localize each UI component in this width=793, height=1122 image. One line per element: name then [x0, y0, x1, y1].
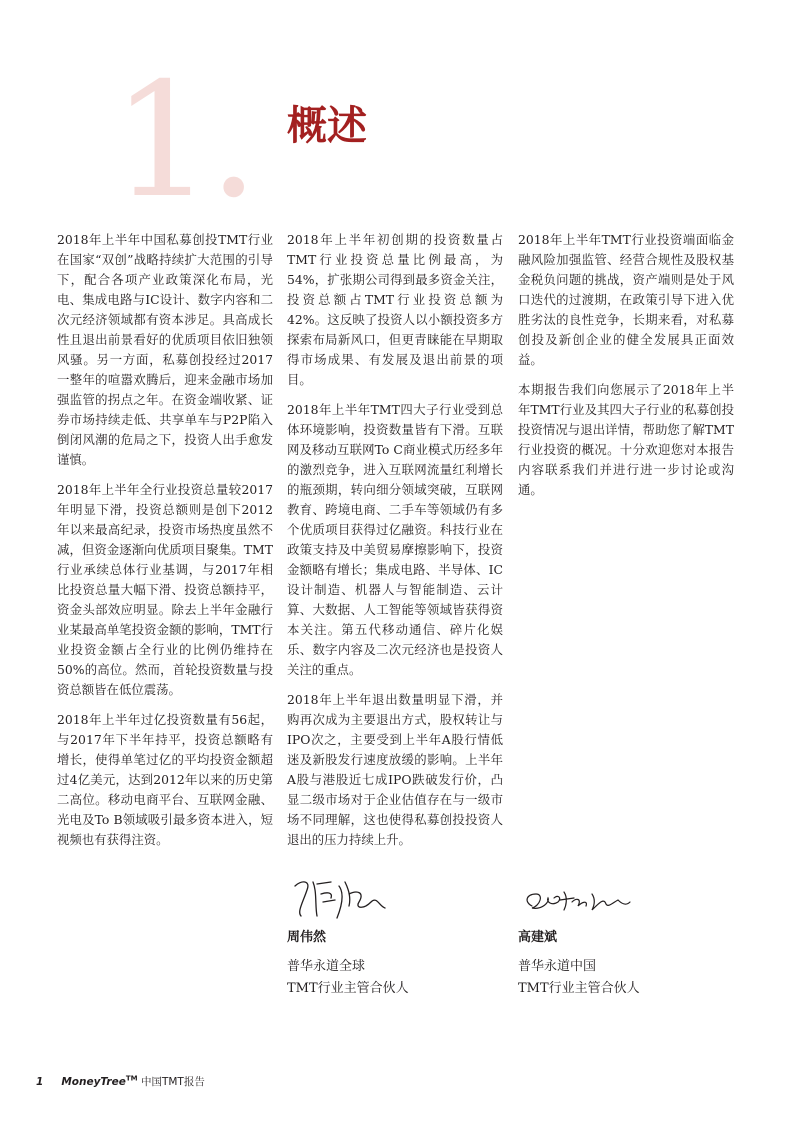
text-column-3 — [518, 230, 734, 510]
signature-block-1 — [287, 872, 507, 1000]
paragraph: 2018年上半年过亿投资数量有56起，与2017年下半年持平，投资总额略有增长，使得单笔过亿的平均投资金额超过4亿美元，达到2012年以来的历史第二高位。移动电商平台、互联网金融、光电及To B领域吸引最多资本进入，短视频也有获得注资。 — [57, 712, 273, 847]
signatory-firm: 普华永道中国 — [518, 959, 597, 974]
page-title: 概述 — [287, 103, 367, 149]
section-number: 1. — [112, 49, 255, 233]
paragraph: 2018年上半年初创期的投资数量占TMT行业投资总量比例最高，为54%，扩张期公司得到最多资金关注，投资总额占TMT行业投资总额为42%。这反映了投资人以小额投资多方探索布局新风口，但更青睐能在早期取得市场成果、有发展及退出前景的项目。 — [287, 232, 503, 387]
text-column-2 — [287, 230, 503, 860]
signatory-firm: 普华永道全球 — [287, 959, 366, 974]
handwritten-signature — [287, 872, 417, 924]
paragraph: 2018年上半年中国私募创投TMT行业在国家“双创”战略持续扩大范围的引导下，配合各项产业政策深化布局，光电、集成电路与IC设计、数字内容和二次元经济领域都有资本涉足。具高成长性且退出前景看好的优质项目依旧独领风骚。另一方面，私募创投经过2017一整年的喧嚣欢腾后，迎来金融市场加强监管的拐点之年。在资金端收紧、证券市场持续走低、共享单车与P2P陷入倒闭风潮的危局之下，投资人出手愈发谨慎。 — [57, 232, 273, 467]
report-title: 中国TMT报告 — [140, 1076, 205, 1088]
page-number: 1 — [36, 1076, 44, 1088]
signatory-role: TMT行业主管合伙人 — [518, 981, 640, 996]
signatory-name: 周伟然 — [287, 930, 327, 945]
signatory-role: TMT行业主管合伙人 — [287, 981, 409, 996]
brand-name: MoneyTree — [61, 1076, 126, 1088]
paragraph: 2018年上半年TMT四大子行业受到总体环境影响，投资数量皆有下滑。互联网及移动互联网To C商业模式历经多年的激烈竞争，进入互联网流量红利增长的瓶颈期，转向细分领域突破，互联网教育、跨境电商、二手车等领域仍有多个优质项目获得过亿融资。科技行业在政策支持及中美贸易摩擦影响下，投资金额略有增长；集成电路、半导体、IC设计制造、机器人与智能制造、云计算、大数据、人工智能等领域皆获得资本关注。第五代移动通信、碎片化娱乐、数字内容及二次元经济也是投资人关注的重点。 — [287, 402, 503, 677]
signatory-name: 高建斌 — [518, 930, 558, 945]
signature-block-2 — [518, 872, 738, 1000]
paragraph: 2018年上半年TMT行业投资端面临金融风险加强监管、经营合规性及股权基金税负问题的挑战，资产端则是处于风口迭代的过渡期，在政策引导下进入优胜劣汰的良性竞争，长期来看，对私募创投及新创企业的健全发展具正面效益。 — [518, 232, 734, 367]
page-footer — [36, 1074, 205, 1089]
paragraph: 2018年上半年退出数量明显下滑，并购再次成为主要退出方式，股权转让与IPO次之，主要受到上半年A股行情低迷及新股发行速度放缓的影响。上半年A股与港股近七成IPO跌破发行价，凸显二级市场对于企业估值存在与一级市场不同理解，这也使得私募创投投资人退出的压力持续上升。 — [287, 692, 503, 847]
text-column-1 — [57, 230, 273, 860]
paragraph: 2018年上半年全行业投资总量较2017年明显下滑，投资总额则是创下2012年以来最高纪录，投资市场热度虽然不减，但资金逐渐向优质项目聚集。TMT行业承续总体行业基调，与2017年相比投资总量大幅下滑、投资总额持平，资金头部效应明显。除去上半年金融行业某最高单笔投资金额的影响，TMT行业投资金额占全行业的比例仍维持在50%的高位。然而，首轮投资数量与投资总额皆在低位震荡。 — [57, 482, 273, 697]
trademark-mark: TM — [125, 1074, 138, 1083]
paragraph: 本期报告我们向您展示了2018年上半年TMT行业及其四大子行业的私募创投投资情况与退出详情，帮助您了解TMT行业投资的概况。十分欢迎您对本报告内容联系我们并进行进一步讨论或沟通。 — [518, 382, 734, 497]
handwritten-signature — [518, 872, 648, 924]
